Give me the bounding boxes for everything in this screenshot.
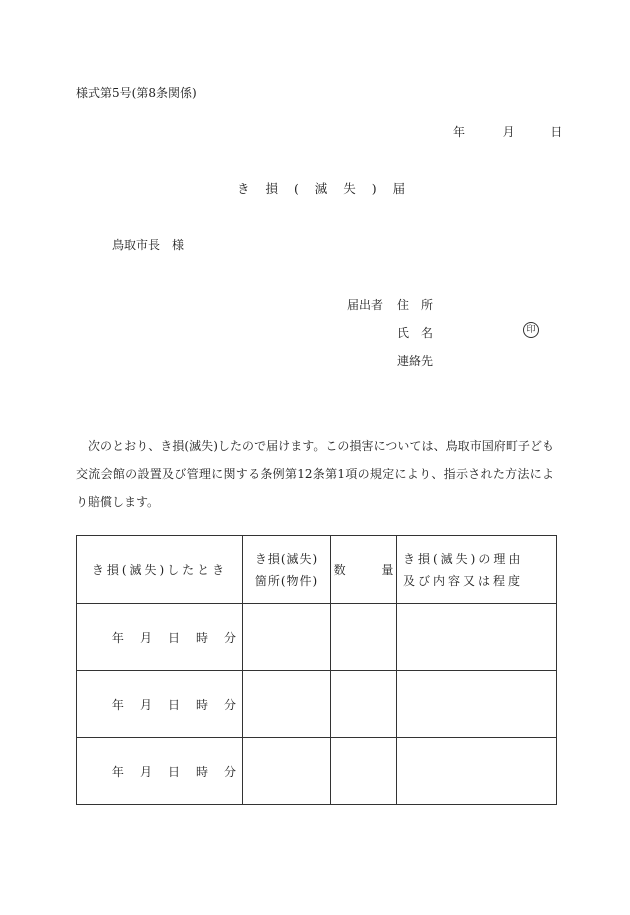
header-quantity-b: 量: [381, 563, 394, 577]
seal-mark: 印: [523, 322, 539, 338]
header-reason: [397, 536, 557, 604]
hour-label: 時: [195, 764, 208, 779]
day-label: 日: [167, 697, 180, 712]
minute-label: 分: [223, 697, 236, 712]
header-quantity: [331, 536, 397, 604]
month-label: 月: [139, 630, 152, 645]
date-year-label: 年: [453, 125, 466, 139]
row-quantity-cell[interactable]: [331, 738, 397, 805]
row-reason-cell[interactable]: [397, 604, 557, 671]
row-datetime: [77, 604, 243, 671]
notifier-label: 届出者: [347, 298, 384, 312]
date-line: [453, 123, 562, 140]
damage-table: [76, 535, 557, 805]
row-quantity-cell[interactable]: [331, 604, 397, 671]
contact-label: 連絡先: [397, 354, 434, 368]
year-label: 年: [111, 697, 124, 712]
row-quantity-cell[interactable]: [331, 671, 397, 738]
table-header-row: [77, 536, 557, 604]
hour-label: 時: [195, 630, 208, 645]
row-reason-cell[interactable]: [397, 738, 557, 805]
minute-label: 分: [223, 764, 236, 779]
month-label: 月: [139, 764, 152, 779]
date-day-label: 日: [550, 125, 563, 139]
address-label: 住 所: [397, 298, 434, 312]
addressee: 鳥取市長 様: [112, 238, 185, 252]
year-label: 年: [111, 764, 124, 779]
table-row: [77, 738, 557, 805]
header-place-line2: 箇所(物件): [254, 573, 319, 588]
header-quantity-a: 数: [333, 563, 346, 577]
header-place-line1: き損(滅失): [254, 551, 319, 566]
row-place-cell[interactable]: [243, 738, 331, 805]
year-label: 年: [111, 630, 124, 645]
row-place-cell[interactable]: [243, 604, 331, 671]
row-datetime: [77, 671, 243, 738]
row-datetime: [77, 738, 243, 805]
day-label: 日: [167, 630, 180, 645]
header-reason-line1: き損(滅失)の理由: [403, 551, 524, 566]
minute-label: 分: [223, 630, 236, 645]
month-label: 月: [139, 697, 152, 712]
body-paragraph: 次のとおり、き損(滅失)したので届けます。この損害については、鳥取市国府町子ども交流会館の設置及び管理に関する条例第12条第1項の規定により、指示された方法により賠償します。: [76, 439, 554, 509]
header-reason-line2: 及び内容又は程度: [403, 573, 524, 588]
row-place-cell[interactable]: [243, 671, 331, 738]
hour-label: 時: [195, 697, 208, 712]
table-row: [77, 604, 557, 671]
form-number: 様式第5号(第8条関係): [76, 86, 197, 100]
day-label: 日: [167, 764, 180, 779]
name-label: 氏 名: [397, 326, 434, 340]
header-when: き損(滅失)したとき: [77, 536, 243, 604]
header-place: [243, 536, 331, 604]
date-month-label: 月: [502, 125, 515, 139]
document-title: き 損 ( 滅 失 ) 届: [237, 181, 412, 196]
row-reason-cell[interactable]: [397, 671, 557, 738]
table-row: [77, 671, 557, 738]
